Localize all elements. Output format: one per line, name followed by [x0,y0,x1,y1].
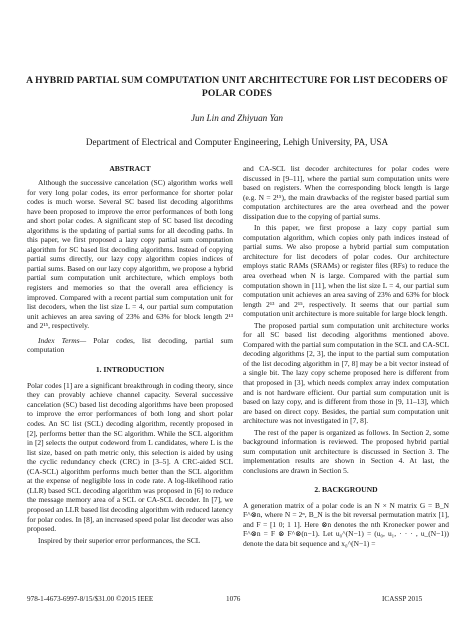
footer-page-number: 1076 [226,595,241,603]
background-heading: 2. BACKGROUND [314,484,378,494]
paper-authors: Jun Lin and Zhiyuan Yan [190,113,284,123]
index-terms [27,336,233,355]
right-paragraph-3: The proposed partial sum computation unit architecture works for all SC based list decoding algorithms mentioned above. Compared with the partial sum computation in the SCL and CA-SCL decoding algorithms [2, 3], the input to the partial sum computation of the list decoding algorithm in [7, 8] may be a bit vector instead of a single bit. The lazy copy scheme proposed here is different from that proposed in [3], which needs complex array index computation and is not hardware efficient. Our partial sum computation unit is based on lazy copy, and is different from those in [9, 11–13], which are based on direct copy. Besides, the partial sum computation unit architecture was not investigated in [7, 8]. [243,320,449,426]
index-terms-text: Polar codes, list decoding, partial sum computation [27,335,233,355]
abstract-heading: ABSTRACT [109,164,151,173]
paper-title: A HYBRID PARTIAL SUM COMPUTATION UNIT ARCHITECTURE FOR LIST DECODERS OF POLAR CODES [26,75,448,99]
abstract-text: Although the successive cancelation (SC) algorithm works well for very long polar codes, its error performance for shorter polar codes is much worse. Several SC based list decoding algorithms have been proposed to improve the error performances of both long and short polar codes. A significant step of SC based list decoding algorithms is the updating of partial sums for all decoding paths. In this paper, we first proposed a lazy copy partial sum computation algorithm for SC based list decoding algorithms. Instead of copying partial sums directly, our lazy copy algorithm copies indices of partial sums. Based on our lazy copy algorithm, we propose a hybrid partial sum computation unit architecture, which employs both registers and memories so that the overall area efficiency is improved. Compared with a recent partial sum computation unit for list decoders, when the list size L = 4, our partial sum computation unit achieves an area saving of 23% and 63% for block length 2¹³ and 2¹⁵, respectively. [27,178,233,331]
footer-isbn: 978-1-4673-6997-8/15/$31.00 ©2015 IEEE [27,595,154,603]
right-paragraph-2: In this paper, we first propose a lazy copy partial sum computation algorithm, which copies only path indices instead of partial sums. We also propose a hybrid partial sum computation architecture for list decoders of polar codes. Our architecture employs static RAMs (SRAMs) or register files (RFs) to reduce the area overhead when N is large. Compared with the partial sum computation shown in [11], when the list size L = 4, our partial sum computation unit achieves an area saving of 23% and 63% for block length 2¹³ and 2¹⁵, respectively. It seems that our partial sum computation unit architecture is more suitable for large block length. [243,223,449,319]
index-terms-label: Index Terms— [38,335,87,345]
right-paragraph-4: The rest of the paper is organized as follows. In Section 2, some background information is reviewed. The proposed hybrid partial sum computation unit architecture is discussed in Section 3. The implementation results are shown in Section 4. At last, the conclusions are drawn in Section 5. [243,427,449,475]
footer-venue: ICASSP 2015 [382,595,423,603]
intro-heading: 1. INTRODUCTION [95,364,165,374]
background-paragraph-1: A generation matrix of a polar code is an N × N matrix G = B_N F^⊗n, where N = 2ⁿ, B_N is the bit reversal permutation matrix [1], and F = [1 0; 1 1]. Here ⊗n denotes the nth Kronecker power and F^⊗n = F ⊗ F^⊗(n−1). Let u₀^(N−1) = (u₀, u₁, · · · , u_(N−1)) denote the data bit sequence and x₀^(N−1) = [243,500,449,548]
intro-paragraph-1: Polar codes [1] are a significant breakthrough in coding theory, since they can provably achieve channel capacity. Several successive cancelation (SC) based list decoding algorithms have been proposed to improve the error performances of both long and short polar codes. An SC list (SCL) decoding algorithm, recently proposed in [2], performs better than the SC algorithm. While the SCL algorithm in [2] selects the output codeword from L candidates, where L is the list size, based on path metric only, this selection is aided by using the cyclic redundancy check (CRC) in [3–5]. A CRC-aided SCL (CA-SCL) algorithm performs much better than the SCL algorithm at the expense of negligible loss in code rate. A log-likelihood ratio (LLR) based SCL decoding algorithm was proposed in [6] to reduce the message memory area of a SCL or CA-SCL decoder. In [7], we proposed an LLR based list decoding algorithm with reduced latency for polar codes. In [8], an increased speed polar list decoder was also proposed. [27,380,233,534]
left-column [27,164,233,545]
right-column [243,164,449,548]
paper-affiliation: Department of Electrical and Computer Engineering, Lehigh University, PA, USA [85,137,389,147]
right-paragraph-1: and CA-SCL list decoder architectures for polar codes were discussed in [9–11], where the partial sum computation units were based on registers. When the corresponding block length is large (e.g. N = 2¹⁵), the main drawbacks of the register based partial sum computation architectures are the area overhead and the power dissipation due to the copying of partial sums. [243,164,449,221]
intro-paragraph-2: Inspired by their superior error performances, the SCL [38,535,201,545]
